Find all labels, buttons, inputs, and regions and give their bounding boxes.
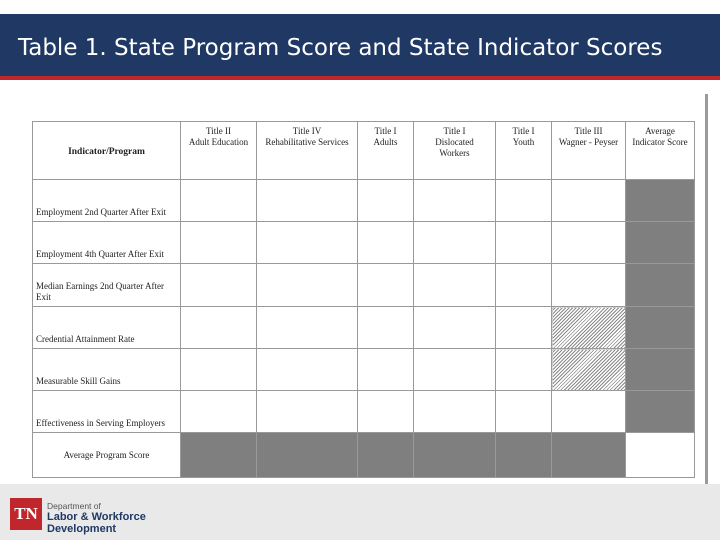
shaded-cell	[552, 433, 626, 478]
table-cell	[552, 222, 626, 264]
col-header-line: Title I	[443, 126, 466, 136]
table-cell	[496, 222, 552, 264]
logo-labor-text: Labor & Workforce	[47, 511, 146, 523]
col-header-line: Title II	[206, 126, 231, 136]
table-cell	[496, 307, 552, 349]
shaded-cell	[626, 307, 695, 349]
logo-development-text: Development	[47, 523, 117, 535]
table-cell	[181, 349, 257, 391]
shaded-cell	[626, 264, 695, 307]
col-header-line: Average	[645, 126, 675, 136]
row-label: Employment 4th Quarter After Exit	[33, 222, 181, 264]
shaded-cell	[414, 433, 496, 478]
shaded-cell	[358, 433, 414, 478]
hatched-cell	[552, 307, 626, 349]
table-cell	[496, 349, 552, 391]
shaded-cell	[626, 222, 695, 264]
table-cell	[358, 222, 414, 264]
table-cell	[496, 180, 552, 222]
row-label: Measurable Skill Gains	[33, 349, 181, 391]
shaded-cell	[626, 391, 695, 433]
top-margin	[0, 0, 720, 14]
shaded-cell	[496, 433, 552, 478]
table-cell	[257, 391, 358, 433]
col-header-title-i-youth	[496, 122, 552, 180]
table-cell	[257, 222, 358, 264]
table-cell	[257, 264, 358, 307]
tn-logo-text: TN	[14, 504, 38, 523]
score-table	[32, 121, 695, 478]
table-cell	[181, 307, 257, 349]
table-cell	[181, 180, 257, 222]
table-cell	[496, 264, 552, 307]
table-cell	[414, 264, 496, 307]
col-header-line: Adult Education	[188, 137, 249, 147]
table-cell	[181, 391, 257, 433]
header-row	[33, 122, 695, 180]
col-header-line: Youth	[512, 137, 535, 147]
table-row	[33, 391, 695, 433]
col-header-line: Workers	[439, 148, 470, 158]
slide-title: Table 1. State Program Score and State Indicator Scores	[18, 35, 663, 61]
col-header-line: Title III	[574, 126, 603, 136]
summary-row-label: Average Program Score	[33, 433, 181, 478]
table-cell	[181, 222, 257, 264]
table-cell	[257, 349, 358, 391]
table-cell	[552, 180, 626, 222]
col-header-title-i-adults	[358, 122, 414, 180]
accent-divider	[0, 76, 720, 80]
col-header-line: Title I	[374, 126, 397, 136]
shaded-cell	[181, 433, 257, 478]
col-header-line: Dislocated	[435, 137, 474, 147]
shaded-cell	[626, 349, 695, 391]
summary-row	[33, 433, 695, 478]
col-header-average	[626, 122, 695, 180]
table-cell	[358, 307, 414, 349]
col-header-line: Wagner - Peyser	[558, 137, 619, 147]
tn-logo-badge	[10, 498, 42, 530]
table-cell	[181, 264, 257, 307]
row-label: Median Earnings 2nd Quarter After Exit	[33, 264, 181, 307]
table-row	[33, 222, 695, 264]
col-header-title-i-dislocated	[414, 122, 496, 180]
row-label: Effectiveness in Serving Employers	[33, 391, 181, 433]
col-header-line: Title IV	[292, 126, 322, 136]
table-cell	[358, 264, 414, 307]
table-row	[33, 307, 695, 349]
table-cell	[358, 180, 414, 222]
row-label: Employment 2nd Quarter After Exit	[33, 180, 181, 222]
table-cell	[552, 264, 626, 307]
table-cell	[257, 180, 358, 222]
table-cell	[257, 307, 358, 349]
table-cell	[496, 391, 552, 433]
table-cell	[414, 349, 496, 391]
shaded-cell	[257, 433, 358, 478]
table-cell	[358, 391, 414, 433]
col-header-line: Title I	[512, 126, 535, 136]
table-row	[33, 180, 695, 222]
table-row	[33, 349, 695, 391]
table-cell	[358, 349, 414, 391]
table-cell	[414, 391, 496, 433]
col-header-line: Adults	[373, 137, 398, 147]
table-cell	[626, 433, 695, 478]
col-header-title-iv	[257, 122, 358, 180]
table-cell	[414, 307, 496, 349]
table-cell	[552, 391, 626, 433]
title-bar	[0, 14, 720, 76]
logo-department-text: Department of	[47, 501, 101, 511]
corner-header: Indicator/Program	[33, 122, 181, 180]
table-cell	[414, 222, 496, 264]
col-header-line: Rehabilitative Services	[265, 137, 349, 147]
row-label: Credential Attainment Rate	[33, 307, 181, 349]
col-header-title-iii	[552, 122, 626, 180]
table-cell	[414, 180, 496, 222]
hatched-cell	[552, 349, 626, 391]
col-header-line: Indicator Score	[632, 137, 688, 147]
table-row	[33, 264, 695, 307]
shaded-cell	[626, 180, 695, 222]
col-header-title-ii	[181, 122, 257, 180]
